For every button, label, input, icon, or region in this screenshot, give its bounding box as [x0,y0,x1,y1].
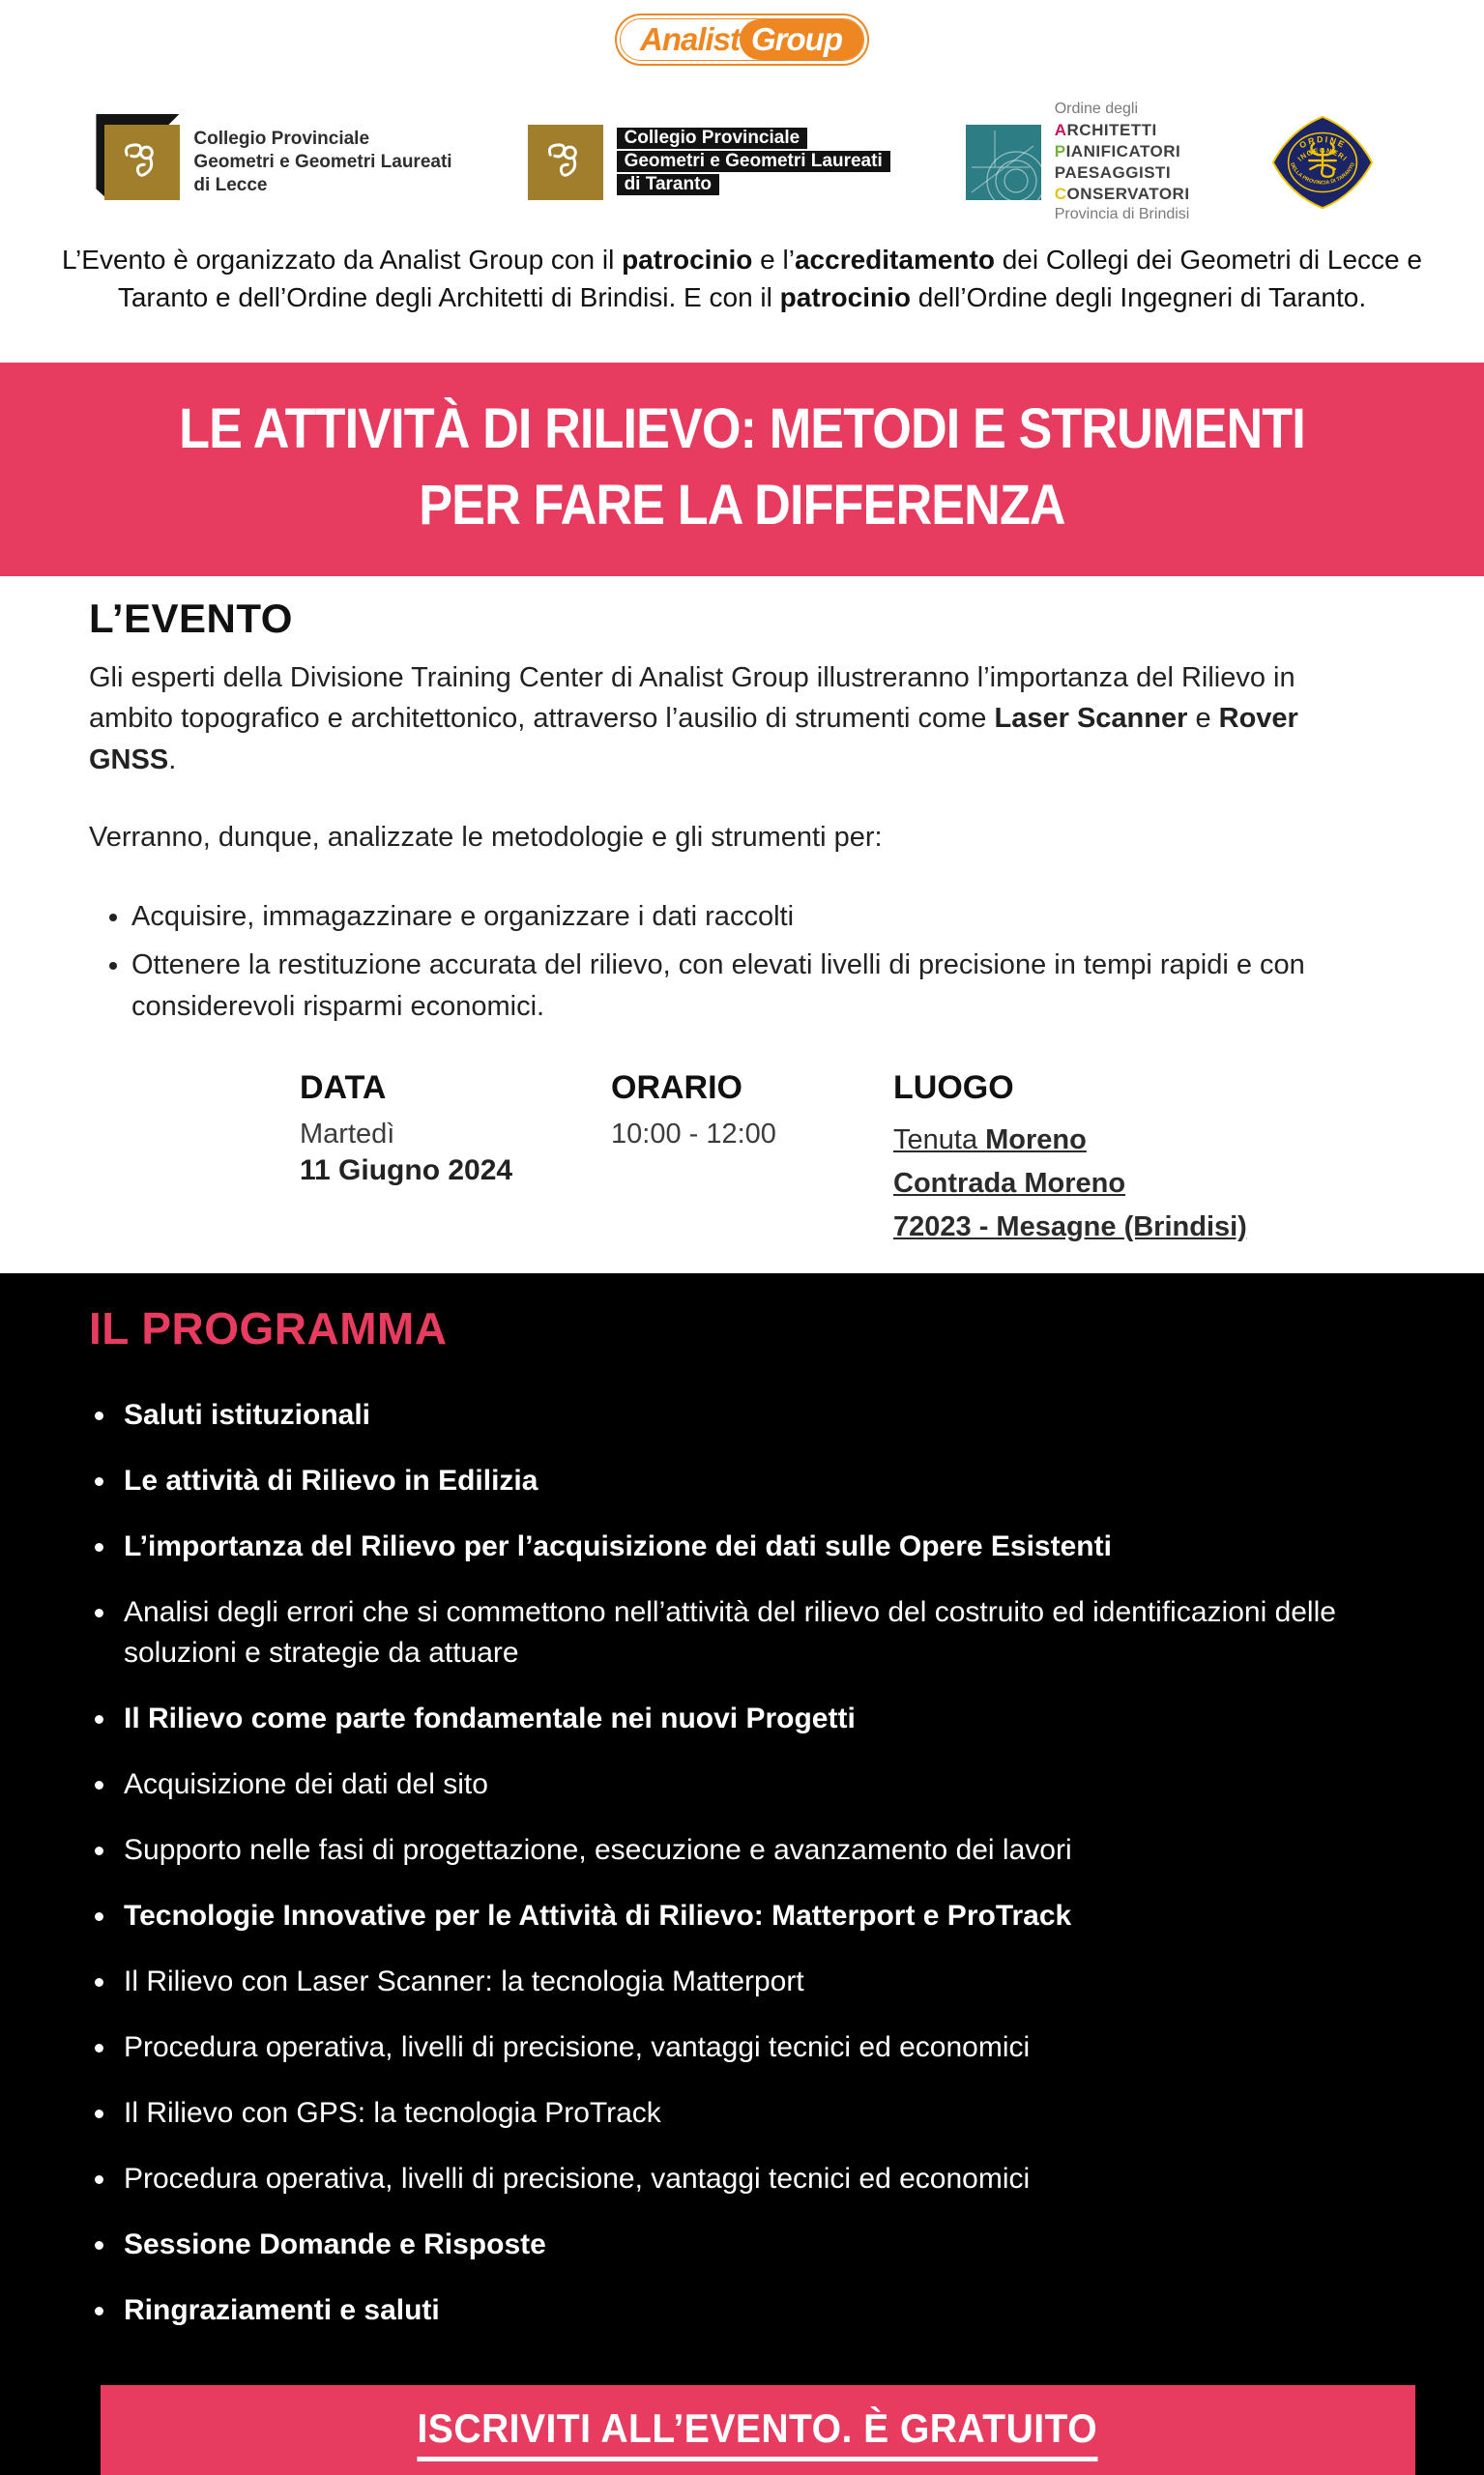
architetti-crest-icon [966,125,1041,200]
program-heading: IL PROGRAMMA [89,1303,448,1354]
program-item: • Il Rilievo con Laser Scanner: la tecnologia Matterport [118,1962,1426,2002]
logo-caption [1055,100,1190,225]
date-value: 11 Giugno 2024 [300,1153,513,1186]
caption-line: PIANIFICATORI [1054,141,1181,160]
event-section [0,576,1484,1249]
geometri-taranto-crest-icon [528,125,603,200]
venue-link-line1[interactable]: Tenuta Moreno [893,1123,1087,1155]
date-column [300,1069,611,1249]
program-item: • Supporto nelle fasi di progettazione, esecuzione e avanzamento dei lavori [118,1830,1426,1871]
program-item: • Analisi degli errori che si commettono nell’attività del rilievo del costruito ed identificazioni delle soluzioni e strategie da attuare [118,1592,1426,1674]
ingegneri-arc-bottom-text: DELLA PROVINCIA DI TARANTO [1288,161,1356,187]
venue-link-line2[interactable]: Contrada Moreno [893,1167,1126,1199]
time-column [611,1069,893,1249]
program-item: • Procedura operativa, livelli di precisione, vantaggi tecnici ed economici [118,2159,1426,2199]
program-item: • L’importanza del Rilievo per l’acquisizione dei dati sulle Opere Esistenti [118,1527,1426,1567]
collegio-geometri-taranto-logo [528,125,890,200]
program-item: • Sessione Domande e Risposte [118,2225,1426,2265]
geometri-monogram-icon [104,125,180,200]
time-value: 10:00 - 12:00 [611,1118,776,1150]
venue-label: LUOGO [893,1068,1014,1106]
program-list [89,1395,1426,2356]
register-cta-button[interactable] [101,2385,1415,2475]
program-item: • Ringraziamenti e saluti [118,2290,1426,2331]
analist-group-logo [615,14,869,66]
caption-line: Geometri e Geometri Laureati [193,151,452,172]
event-description: Gli esperti della Divisione Training Center di Analist Group illustreranno l’importanza del Rilievo in ambito topografico e architettonico, attraverso l’ausilio di strumenti come Laser Scanner e Rover GNSS. [89,661,1298,775]
program-item: • Saluti istituzionali [118,1395,1426,1436]
logo-caption [617,128,890,197]
program-item: • Tecnologie Innovative per le Attività di Rilievo: Matterport e ProTrack [118,1896,1426,1936]
caption-line: ARCHITETTI [1054,120,1157,139]
ordine-architetti-brindisi-logo [966,100,1190,225]
program-item: • Il Rilievo come parte fondamentale nei nuovi Progetti [118,1699,1426,1739]
event-bullet-item: • Acquisire, immagazzinare e organizzare i dati raccolti [131,896,1407,939]
caption-line: di Taranto [617,174,719,195]
caption-line: Ordine degli [1054,101,1139,118]
venue-link-line3[interactable]: 72023 - Mesagne (Brindisi) [893,1210,1247,1242]
logo-caption [193,128,451,198]
date-label: DATA [300,1068,387,1106]
geometri-monogram-icon [528,125,603,200]
event-lead: Verranno, dunque, analizzate le metodologie e gli strumenti per: [89,821,883,853]
event-bullet-list [112,896,1407,1029]
partner-logos [0,101,1484,223]
ingegneri-arc-mid-text: INGEGNERI [1295,146,1350,163]
caption-line: Collegio Provinciale [193,128,370,149]
page-title-line2: PER FARE LA DIFFERENZA [419,473,1065,537]
caption-line: Geometri e Geometri Laureati [617,151,890,172]
event-info-row [89,1069,1407,1249]
analist-group-logo-text-left: Analist [621,19,743,60]
caption-line: PAESAGGISTI [1054,163,1172,182]
event-bullet-item: • Ottenere la restituzione accurata del rilievo, con elevati livelli di precisione in tempi rapidi e con considerevoli risparmi economici. [131,945,1407,1029]
title-banner [0,363,1484,576]
ingegneri-arc-top-text: ORDINE [1296,134,1348,151]
page-title-line1: LE ATTIVITÀ DI RILIEVO: METODI E STRUMENTI [179,397,1305,461]
analist-group-logo-inner [620,18,864,61]
caption-line: di Lecce [193,175,268,196]
date-weekday: Martedì [300,1118,395,1150]
program-item: • Il Rilievo con GPS: la tecnologia ProTrack [118,2093,1426,2134]
analist-group-logo-text-right: Group [740,19,863,60]
register-cta-label: ISCRIVITI ALL’EVENTO. È GRATUITO [418,2405,1098,2461]
program-item: • Le attività di Rilievo in Edilizia [118,1461,1426,1501]
geometri-lecce-crest-icon [104,125,180,200]
caption-line: Collegio Provinciale [617,128,808,149]
ingegneri-emblem-icon [1266,105,1380,219]
program-section [0,1273,1484,2475]
caption-line: Provincia di Brindisi [1054,206,1190,223]
program-item: • Procedura operativa, livelli di precisione, vantaggi tecnici ed economici [118,2027,1426,2068]
header [0,0,1484,66]
event-heading: L’EVENTO [89,595,293,641]
collegio-geometri-lecce-logo [104,125,451,200]
venue-column [893,1069,1247,1249]
intro-text: L’Evento è organizzato da Analist Group con il patrocinio e l’accreditamento dei Collegi dei Geometri di Lecce e Taranto e dell’Ordine degli Architetti di Brindisi. E con il patrocinio dell’Ordine degli Ingegneri di Taranto. [62,245,1422,312]
caption-line: CONSERVATORI [1054,185,1190,204]
ordine-ingegneri-taranto-logo [1266,105,1380,219]
time-label: ORARIO [611,1068,742,1106]
program-item: • Acquisizione dei dati del sito [118,1764,1426,1805]
